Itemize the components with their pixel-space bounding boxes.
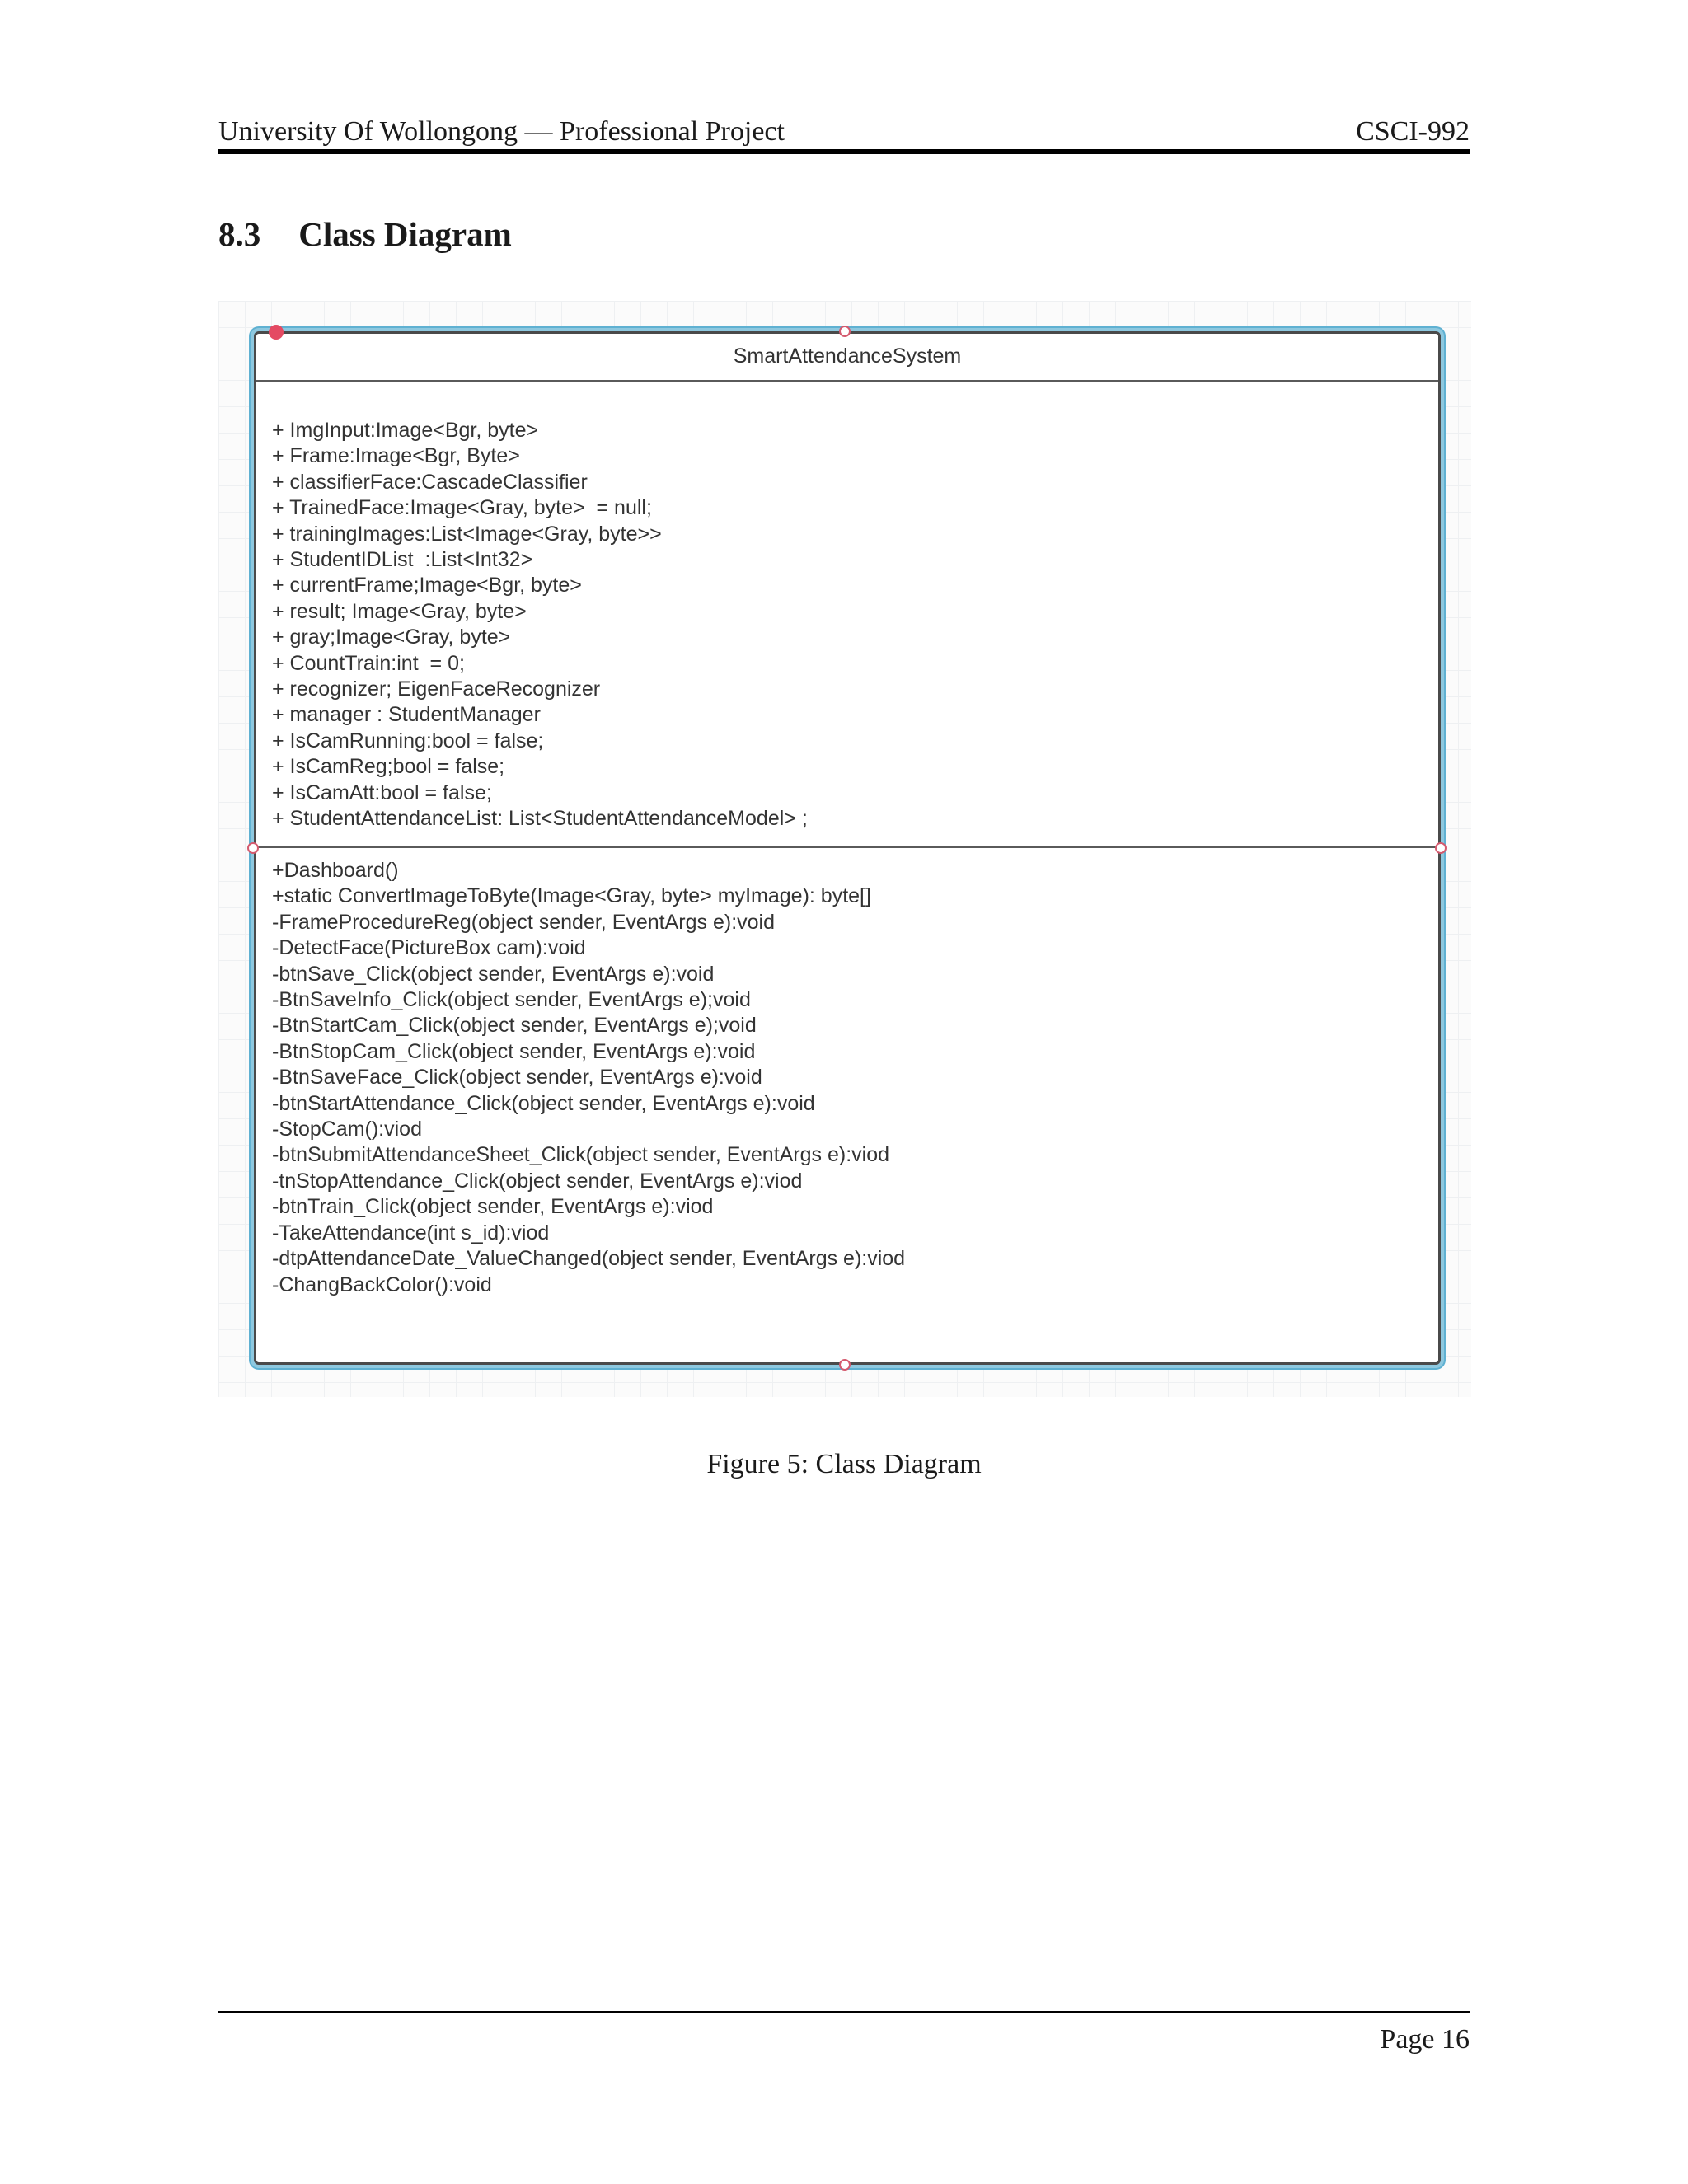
- selection-handle-active[interactable]: [269, 325, 284, 340]
- section-heading: [218, 214, 512, 254]
- uml-method: -BtnStopCam_Click(object sender, EventArgs e):void: [272, 1039, 756, 1063]
- uml-attribute: + ImgInput:Image<Bgr, byte>: [272, 419, 539, 442]
- uml-attribute: + currentFrame;Image<Bgr, byte>: [272, 574, 582, 598]
- header-left: University Of Wollongong — Professional Project: [218, 116, 785, 147]
- uml-method: -btnSave_Click(object sender, EventArgs e):void: [272, 962, 715, 986]
- uml-attribute: + gray;Image<Gray, byte>: [272, 626, 511, 649]
- uml-attribute: + IsCamReg;bool = false;: [272, 755, 505, 779]
- uml-class-box[interactable]: [254, 331, 1441, 1365]
- uml-method: -BtnSaveFace_Click(object sender, EventArgs e):void: [272, 1066, 762, 1090]
- uml-attribute: + TrainedFace:Image<Gray, byte> = null;: [272, 496, 652, 520]
- page-number: Page 16: [1380, 2024, 1470, 2055]
- resize-handle-right[interactable]: [1435, 842, 1447, 854]
- uml-attribute: + trainingImages:List<Image<Gray, byte>>: [272, 522, 662, 546]
- uml-attribute: + StudentAttendanceList: List<StudentAttendanceModel> ;: [272, 807, 808, 831]
- uml-method: -BtnStartCam_Click(object sender, EventArgs e);void: [272, 1014, 757, 1038]
- uml-method: -FrameProcedureReg(object sender, EventArgs e):void: [272, 910, 776, 934]
- uml-method: +static ConvertImageToByte(Image<Gray, byte> myImage): byte[]: [272, 884, 871, 908]
- uml-attribute: + IsCamAtt:bool = false;: [272, 780, 492, 804]
- uml-method: -ChangBackColor():void: [272, 1272, 492, 1296]
- uml-attribute: + classifierFace:CascadeClassifier: [272, 470, 588, 494]
- section-number: 8.3: [218, 215, 261, 253]
- uml-class-name: SmartAttendanceSystem: [256, 334, 1438, 382]
- running-header: [218, 115, 1470, 148]
- resize-handle-bottom[interactable]: [839, 1359, 851, 1371]
- uml-methods: [256, 848, 1438, 1298]
- header-right: CSCI-992: [1356, 116, 1470, 147]
- resize-handle-left[interactable]: [247, 842, 259, 854]
- figure-caption: Figure 5: Class Diagram: [706, 1449, 982, 1479]
- uml-method: +Dashboard(): [272, 859, 399, 882]
- resize-handle-top[interactable]: [839, 326, 851, 337]
- uml-attribute: + CountTrain:int = 0;: [272, 651, 465, 675]
- uml-method: -btnStartAttendance_Click(object sender, EventArgs e):void: [272, 1091, 815, 1115]
- uml-attribute: + StudentIDList :List<Int32>: [272, 548, 533, 572]
- uml-attribute: + IsCamRunning:bool = false;: [272, 729, 544, 752]
- uml-method: -tnStopAttendance_Click(object sender, EventArgs e):viod: [272, 1169, 803, 1193]
- uml-method: -btnSubmitAttendanceSheet_Click(object sender, EventArgs e):viod: [272, 1143, 890, 1167]
- uml-method: -TakeAttendance(int s_id):viod: [272, 1221, 550, 1244]
- uml-method: -BtnSaveInfo_Click(object sender, EventArgs e);void: [272, 988, 751, 1012]
- uml-method: -btnTrain_Click(object sender, EventArgs e):viod: [272, 1195, 714, 1219]
- uml-method: -DetectFace(PictureBox cam):void: [272, 936, 586, 960]
- footer-rule: [218, 2011, 1470, 2013]
- section-title: Class Diagram: [298, 215, 512, 253]
- header-rule: [218, 149, 1470, 154]
- uml-attribute: + recognizer; EigenFaceRecognizer: [272, 677, 601, 701]
- uml-method: -StopCam():viod: [272, 1118, 422, 1141]
- uml-attribute: + manager : StudentManager: [272, 703, 541, 727]
- uml-attribute: + result; Image<Gray, byte>: [272, 599, 527, 623]
- uml-attribute: + Frame:Image<Bgr, Byte>: [272, 444, 520, 468]
- uml-method: -dtpAttendanceDate_ValueChanged(object sender, EventArgs e):viod: [272, 1247, 906, 1271]
- uml-attributes: [256, 382, 1438, 848]
